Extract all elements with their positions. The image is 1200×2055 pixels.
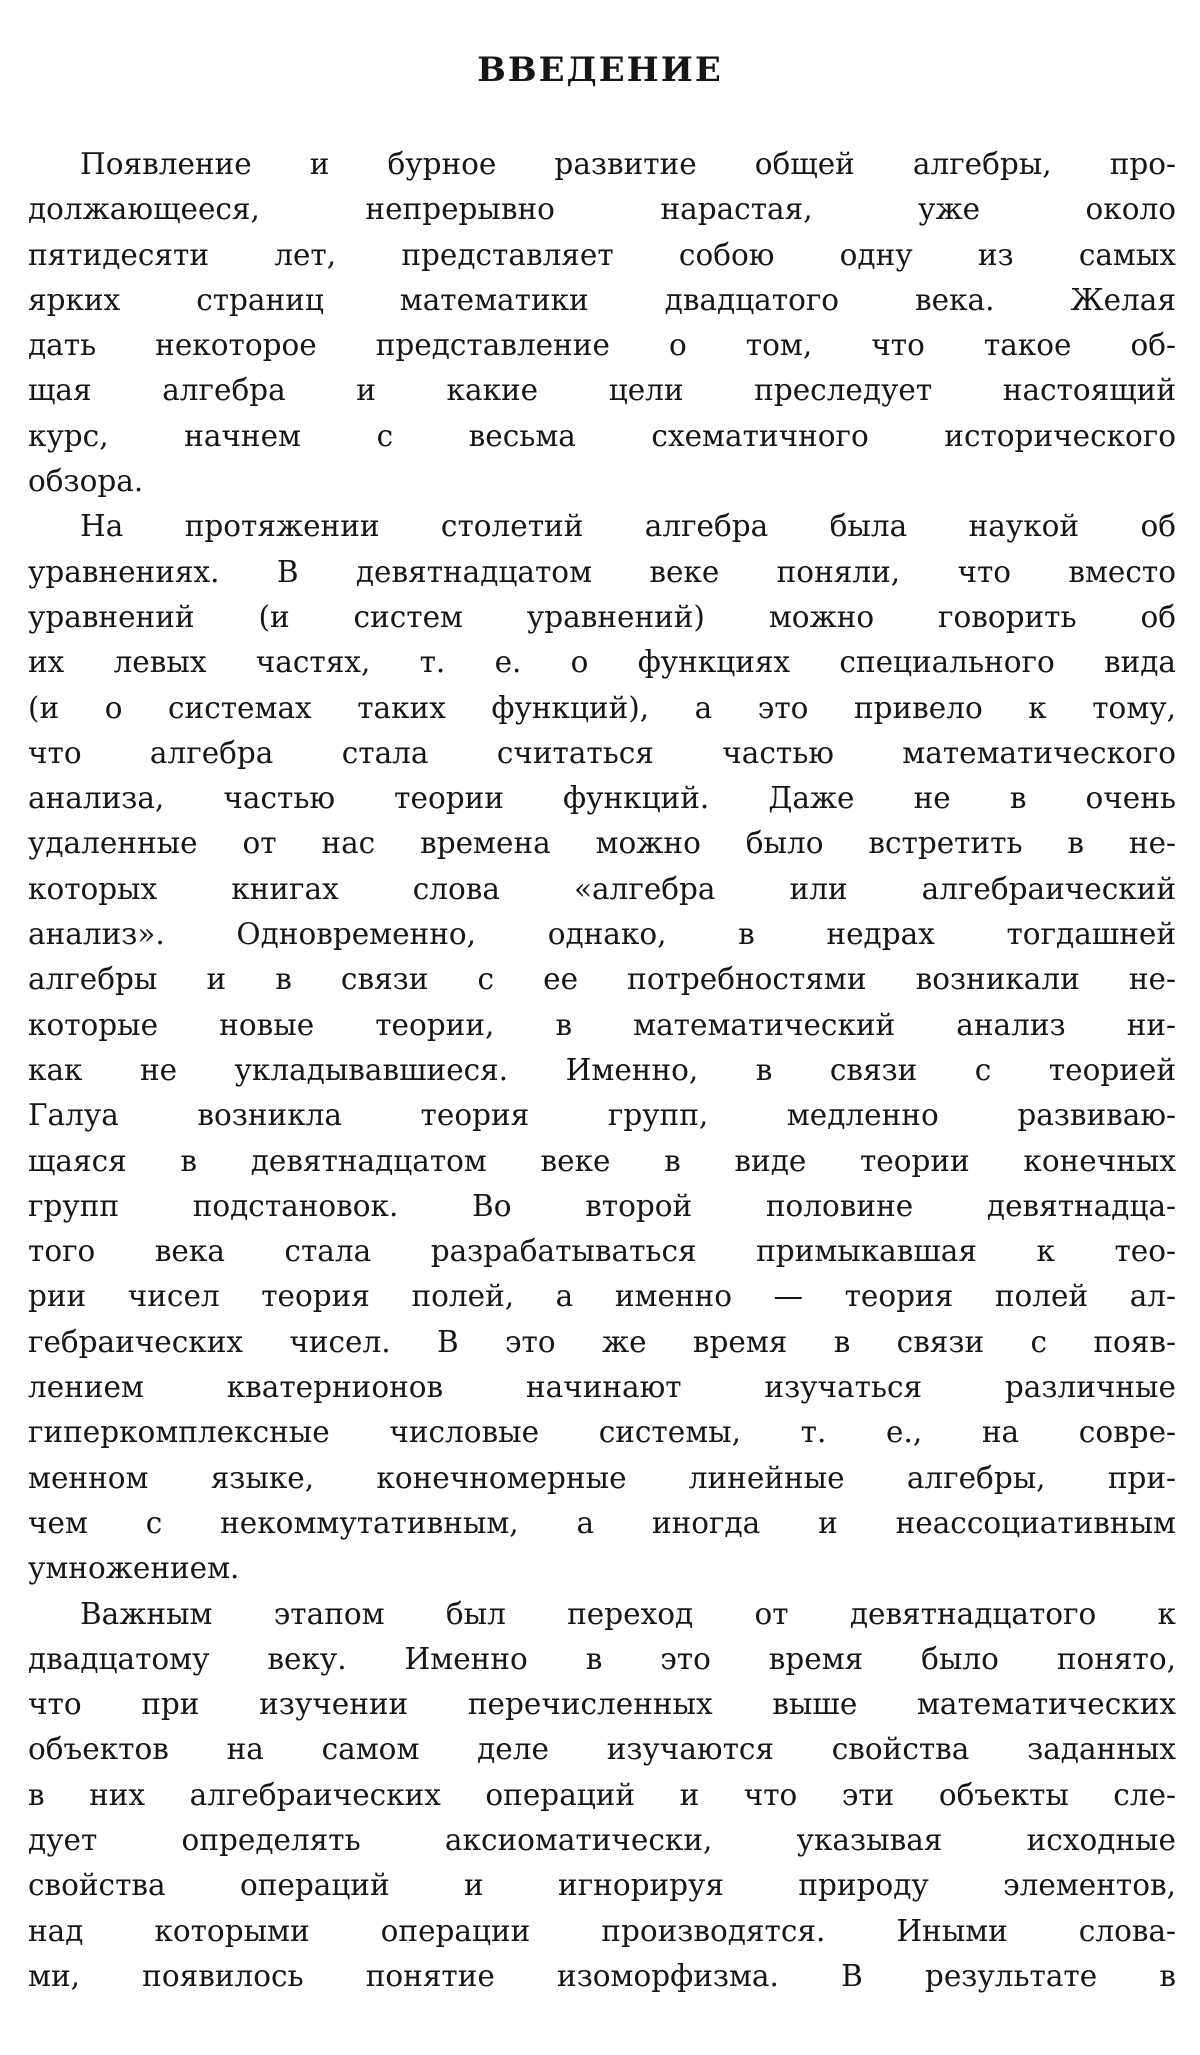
text-line: их левых частях, т. е. о функциях специального вида bbox=[28, 645, 1176, 680]
text-line: алгебры и в связи с ее потребностями возникали не- bbox=[28, 962, 1176, 997]
text-line: гебраических чисел. В это же время в связи с появ- bbox=[28, 1324, 1176, 1359]
paragraph bbox=[28, 504, 1176, 1591]
text-line: объектов на самом деле изучаются свойства заданных bbox=[28, 1732, 1176, 1767]
text-line: того века стала разрабатываться примыкавшая к тео- bbox=[28, 1234, 1176, 1269]
text-line: (и о системах таких функций), а это привело к тому, bbox=[28, 690, 1176, 725]
paragraph bbox=[28, 1592, 1176, 2000]
text-line: лением кватернионов начинают изучаться различные bbox=[28, 1370, 1176, 1405]
text-line: ярких страниц математики двадцатого века. Желая bbox=[28, 282, 1176, 317]
text-line: дать некоторое представление о том, что такое об- bbox=[28, 328, 1176, 363]
text-line: Важным этапом был переход от девятнадцатого к bbox=[80, 1596, 1176, 1631]
chapter-title: ВВЕДЕНИЕ bbox=[477, 50, 723, 90]
text-line: уравнений (и систем уравнений) можно говорить об bbox=[28, 599, 1176, 634]
text-line: чем с некоммутативным, а иногда и неассоциативным bbox=[28, 1505, 1176, 1540]
text-line: менном языке, конечномерные линейные алгебры, при- bbox=[28, 1460, 1176, 1495]
text-line: щая алгебра и какие цели преследует настоящий bbox=[28, 373, 1176, 408]
text-line: ми, появилось понятие изоморфизма. В результате в bbox=[28, 1958, 1176, 1993]
paragraph bbox=[28, 142, 1176, 504]
text-line: дует определять аксиоматически, указывая исходные bbox=[28, 1822, 1176, 1857]
text-line: Появление и бурное развитие общей алгебры, про- bbox=[80, 147, 1176, 181]
text-line: гиперкомплексные числовые системы, т. е., на совре- bbox=[28, 1415, 1176, 1450]
text-line: анализа, частью теории функций. Даже не в очень bbox=[28, 781, 1176, 816]
text-line: курс, начнем с весьма схематичного исторического bbox=[28, 418, 1176, 453]
text-line: что алгебра стала считаться частью математического bbox=[28, 735, 1176, 770]
body-text bbox=[28, 142, 1176, 1999]
text-line: На протяжении столетий алгебра была наукой об bbox=[80, 509, 1176, 544]
text-line: щаяся в девятнадцатом веке в виде теории конечных bbox=[28, 1143, 1176, 1178]
text-line: анализ». Одновременно, однако, в недрах тогдашней bbox=[28, 917, 1176, 952]
text-line: групп подстановок. Во второй половине девятнадца- bbox=[28, 1188, 1176, 1223]
text-line: двадцатому веку. Именно в это время было понято, bbox=[28, 1641, 1176, 1676]
text-line: Галуа возникла теория групп, медленно развиваю- bbox=[28, 1098, 1176, 1133]
text-line: обзора. bbox=[28, 464, 144, 499]
text-line: в них алгебраических операций и что эти объекты сле- bbox=[28, 1777, 1176, 1812]
text-line: что при изучении перечисленных выше математических bbox=[28, 1687, 1176, 1722]
text-line: уравнениях. В девятнадцатом веке поняли, что вместо bbox=[28, 554, 1176, 589]
text-line: пятидесяти лет, представляет собою одну из самых bbox=[28, 237, 1176, 272]
text-line: рии чисел теория полей, а именно — теория полей ал- bbox=[28, 1279, 1176, 1314]
text-line: над которыми операции производятся. Иными слова- bbox=[28, 1913, 1176, 1948]
text-line: свойства операций и игнорируя природу элементов, bbox=[28, 1868, 1176, 1903]
text-line: удаленные от нас времена можно было встретить в не- bbox=[28, 826, 1176, 861]
text-line: которых книгах слова «алгебра или алгебраический bbox=[28, 871, 1176, 906]
text-line: которые новые теории, в математический анализ ни- bbox=[28, 1007, 1176, 1042]
text-line: как не укладывавшиеся. Именно, в связи с теорией bbox=[28, 1052, 1176, 1087]
text-line: должающееся, непрерывно нарастая, уже около bbox=[28, 192, 1176, 227]
text-line: умножением. bbox=[28, 1551, 240, 1586]
